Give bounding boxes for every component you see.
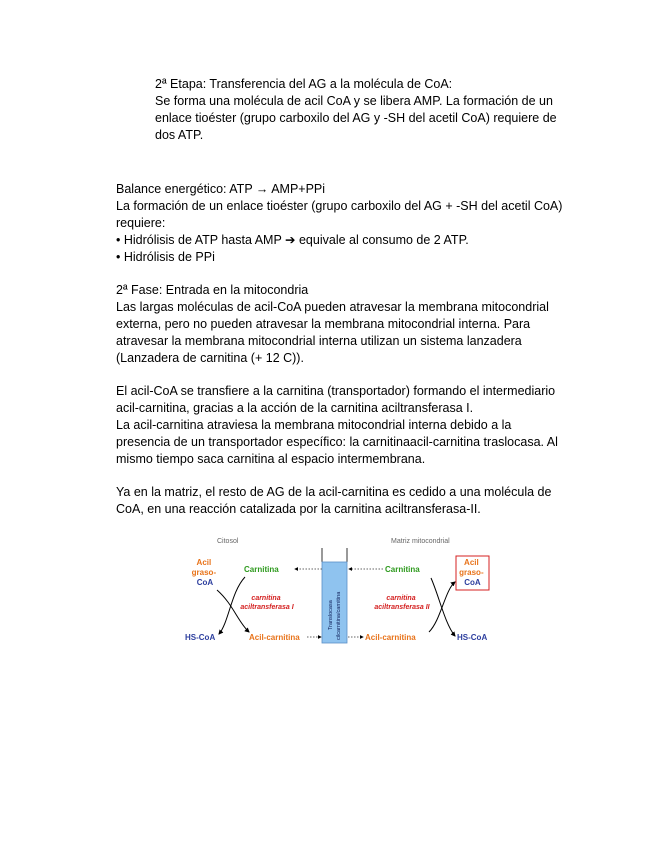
text-line: Ya en la matriz, el resto de AG de la acil-carnitina es cedido a una molécula de: [116, 485, 552, 499]
fase-paragraph: [116, 282, 549, 367]
list-item: • Hidrólisis de ATP hasta AMP ➔ equivale al consumo de 2 ATP.: [116, 233, 469, 247]
translocase-box: [322, 562, 347, 643]
citosol-label: Citosol: [217, 538, 239, 545]
text-line: La formación de un enlace tioéster (grupo carboxilo del AG + -SH del acetil CoA): [116, 199, 563, 213]
etapa-paragraph: [155, 76, 557, 144]
enzyme-left: carnitina aciltransferasa I: [240, 595, 294, 611]
text-line: mismo tiempo saca carnitina al espacio intermembrana.: [116, 452, 426, 466]
carnitina-left: Carnitina: [244, 565, 279, 574]
carnitina-right: Carnitina: [385, 565, 420, 574]
list-item: • Hidrólisis de PPi: [116, 250, 215, 264]
translocase-label: Translocasa: [328, 600, 334, 630]
text-line: Las largas moléculas de acil-CoA pueden atravesar la membrana mitocondrial: [116, 300, 549, 314]
text-line: presencia de un transportador específico: la carnitinaacil-carnitina traslocasa. Al: [116, 435, 558, 449]
text-line: Balance energético: ATP → AMP+PPi: [116, 182, 326, 196]
carnitine-shuttle-diagram: [183, 534, 498, 649]
hscoa-left: HS-CoA: [185, 633, 216, 642]
acil-graso-coa-right: Acil graso- CoA: [459, 558, 484, 587]
text-line: El acil-CoA se transfiere a la carnitina (transportador) formando el intermediario: [116, 384, 556, 398]
text-line: Se forma una molécula de acil CoA y se libera AMP. La formación de un: [155, 94, 553, 108]
text-line: externa, pero no pueden atravesar la membrana mitocondrial interna. Para: [116, 317, 531, 331]
hscoa-right: HS-CoA: [457, 633, 488, 642]
acil-carnitina-right: Acil-carnitina: [365, 633, 416, 642]
text-line: enlace tioéster (grupo carboxilo del AG y -SH del acetil CoA) requiere de: [155, 111, 557, 125]
enzyme-right: carnitina aciltransferasa II: [374, 595, 430, 611]
balance-paragraph: [116, 181, 562, 266]
text-line: 2ª Fase: Entrada en la mitocondria: [116, 283, 309, 297]
matriz-label: Matriz mitocondrial: [391, 538, 450, 545]
text-line: (Lanzadera de carnitina (+ 12 C)).: [116, 351, 304, 365]
translocase-label: cilcarnitina/carnitina: [336, 591, 342, 640]
acil-graso-coa-left: Acil graso- CoA: [191, 558, 217, 587]
acil-carnitina-left: Acil-carnitina: [249, 633, 300, 642]
text-line: acil-carnitina, gracias a la acción de la carnitina aciltransferasa I.: [116, 401, 474, 415]
text-line: 2ª Etapa: Transferencia del AG a la molécula de CoA:: [155, 77, 453, 91]
transfer-paragraph: [116, 383, 558, 468]
text-line: La acil-carnitina atraviesa la membrana mitocondrial interna debido a la: [116, 418, 512, 432]
text-line: atravesar la membrana mitocondrial interna utilizan un sistema lanzadera: [116, 334, 522, 348]
matriz-paragraph: [116, 484, 551, 518]
text-line: CoA, en una reacción catalizada por la carnitina aciltransferasa-II.: [116, 502, 481, 516]
curved-arrow: [217, 590, 249, 632]
text-line: dos ATP.: [155, 128, 204, 142]
text-line: requiere:: [116, 216, 166, 230]
